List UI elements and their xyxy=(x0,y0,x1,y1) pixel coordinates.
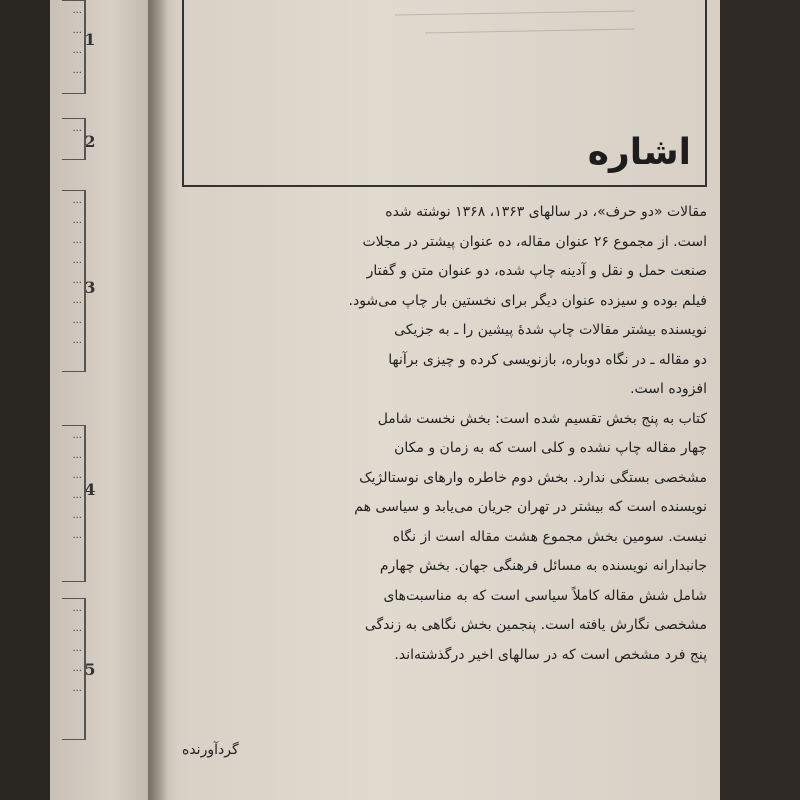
toc-entry-text: ... xyxy=(72,603,82,614)
book-gutter-shadow xyxy=(148,0,168,800)
body-text xyxy=(182,198,707,670)
toc-entry-text: ... xyxy=(72,315,82,326)
paragraph-1-line: مقالات «دو حرف»، در سالهای ۱۳۶۳، ۱۳۶۸ نوشته شده xyxy=(385,204,707,220)
toc-entry-text: ... xyxy=(72,683,82,694)
toc-entry-text: ... xyxy=(72,430,82,441)
toc-entry-text: ... xyxy=(72,470,82,481)
paragraph-3-line: نویسنده است که بیشتر در تهران جریان می‌یابد و سیاسی هم xyxy=(354,499,707,515)
toc-entry-text: ... xyxy=(72,510,82,521)
paragraph-3-line: شامل شش مقاله کاملاً سیاسی است که به مناسبت‌های xyxy=(383,587,707,604)
toc-number-3: 3 xyxy=(84,278,96,297)
paragraph-2-line: افزوده است. xyxy=(630,381,707,397)
toc-number-5: 5 xyxy=(84,660,96,679)
paragraph-1-line: صنعت حمل و نقل و آدینه چاپ شده، دو عنوان متن و گفتار xyxy=(366,263,707,279)
toc-entry-box-4 xyxy=(62,425,86,582)
toc-number-4: 4 xyxy=(84,480,96,499)
toc-entry-text: ... xyxy=(72,663,82,674)
toc-entry-text: ... xyxy=(72,25,82,36)
toc-entry-text: ... xyxy=(72,5,82,16)
toc-entry-text: ... xyxy=(72,335,82,346)
paragraph-1-line: است. از مجموع ۲۶ عنوان مقاله، ده عنوان پیشتر در مجلات xyxy=(362,233,707,250)
paragraph-2-line: دو مقاله ـ در نگاه دوباره، بازنویسی کرده و چیزی برآنها xyxy=(388,351,707,368)
paragraph-3-line: مشخصی بستگی ندارد. بخش دوم خاطره وارهای نوستالژیک xyxy=(359,469,707,486)
signature-compiler: گردآورنده xyxy=(182,742,239,758)
toc-entry-text: ... xyxy=(72,490,82,501)
toc-number-1: 1 xyxy=(84,30,96,49)
paragraph-3-line: پنج فرد مشخص است که در سالهای اخیر درگذشته‌اند. xyxy=(394,646,707,663)
toc-entry-text: ... xyxy=(72,295,82,306)
toc-entry-text: ... xyxy=(72,643,82,654)
toc-entry-box-2 xyxy=(62,118,86,160)
toc-entry-text: ... xyxy=(72,65,82,76)
paragraph-2-line: نویسنده بیشتر مقالات چاپ شدهٔ پیشین را ـ به جزیکی xyxy=(394,322,707,338)
paragraph-3-line: جانبدارانه نویسنده به مسائل فرهنگی جهان. بخش چهارم xyxy=(379,558,707,574)
toc-entry-text: ... xyxy=(72,255,82,266)
paragraph-3-line: کتاب به پنج بخش تقسیم شده است: بخش نخست شامل xyxy=(377,410,707,427)
bleed-through-text xyxy=(385,0,645,57)
toc-entry-text: ... xyxy=(72,45,82,56)
toc-entry-text: ... xyxy=(72,215,82,226)
toc-entry-text: ... xyxy=(72,235,82,246)
toc-entry-text: ... xyxy=(72,623,82,634)
paragraph-3-line: نیست. سومین بخش مجموع هشت مقاله است از نگاه xyxy=(392,528,707,545)
paragraph-3-line: مشخصی نگارش یافته است. پنجمین بخش نگاهی به زندگی xyxy=(364,617,707,633)
toc-entry-text: ... xyxy=(72,530,82,541)
toc-entry-text: ... xyxy=(72,195,82,206)
toc-entry-text: ... xyxy=(72,275,82,286)
title-frame xyxy=(182,0,707,187)
paragraph-1-line: فیلم بوده و سیزده عنوان دیگر برای نخستین بار چاپ می‌شود. xyxy=(348,292,707,309)
toc-entry-box-5 xyxy=(62,598,86,740)
toc-entry-text: ... xyxy=(72,450,82,461)
paragraph-3-line: چهار مقاله چاپ نشده و کلی است که به زمان و مکان xyxy=(394,440,707,456)
toc-number-2: 2 xyxy=(84,132,96,151)
page-title: اشاره xyxy=(587,132,691,173)
background-edge xyxy=(720,0,800,800)
toc-entry-box-3 xyxy=(62,190,86,372)
toc-entry-text: ... xyxy=(72,123,82,134)
toc-entry-box-1 xyxy=(62,0,86,94)
